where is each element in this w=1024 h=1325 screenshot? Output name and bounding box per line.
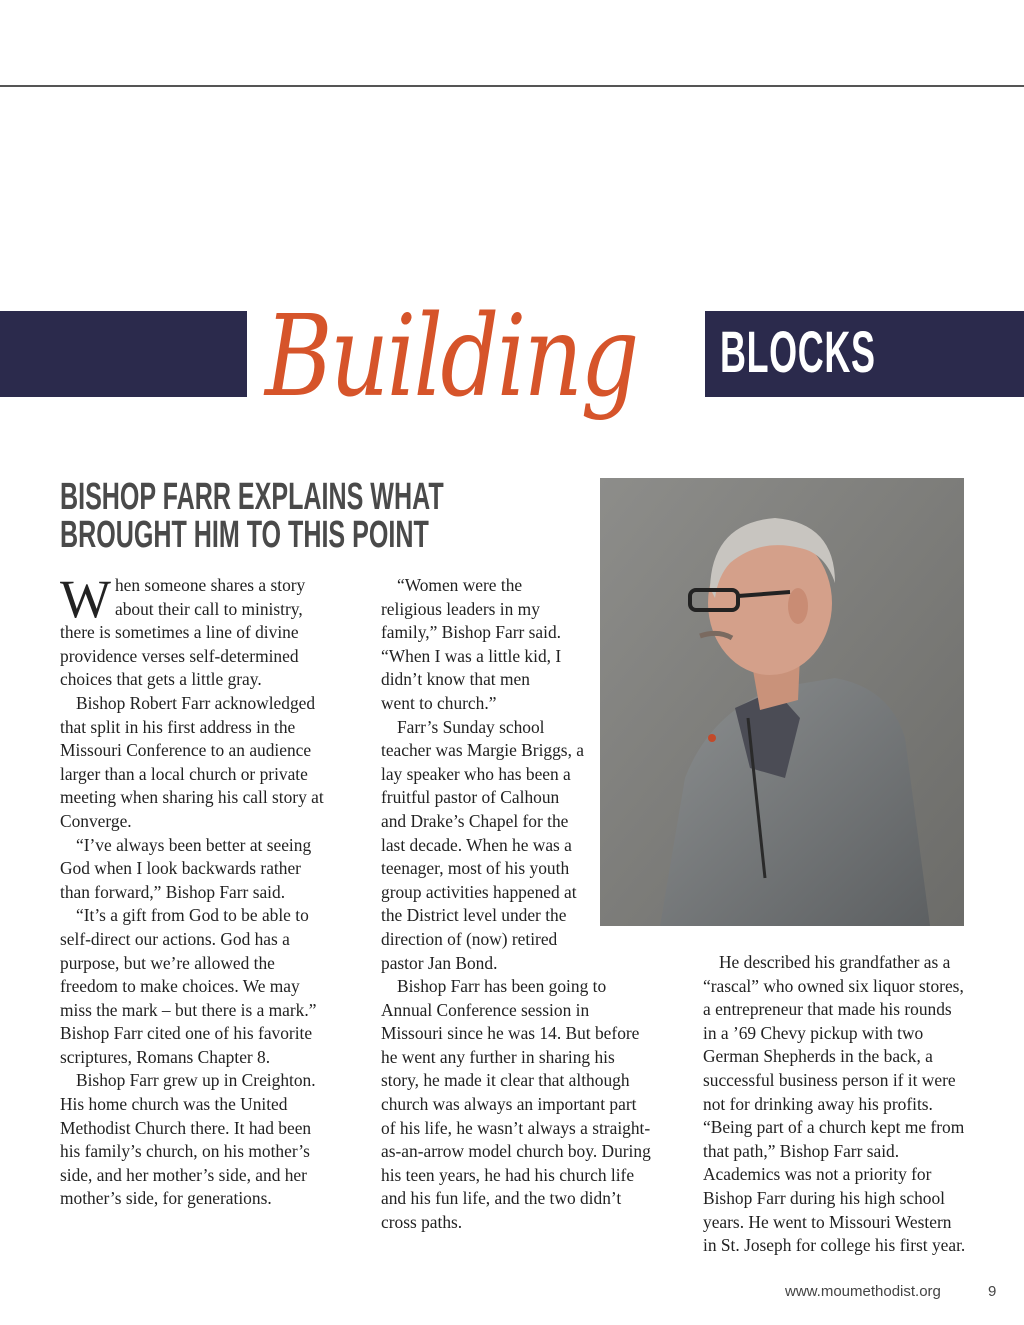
paragraph: “It’s a gift from God to be able to self-direct our actions. God has a purpose, but we’re allowed the freedom to make choices. We may miss the mark – but there is a mark.” Bishop Farr cited one of his favorite scriptures, Romans Chapter 8. (60, 905, 317, 1067)
paragraph: “I’ve always been better at seeing God when I look backwards rather than forward,” Bishop Farr said. (60, 834, 312, 902)
paragraph: Bishop Robert Farr acknowledged that split in his first address in the Missouri Conference to an audience larger than a local church or private meeting when sharing his call story at Converge. (60, 692, 324, 831)
title-script: Building (265, 292, 637, 422)
paragraph: “Women were the religious leaders in my family,” Bishop Farr said. “When I was a little kid, I didn’t know that men went to church.” (381, 575, 562, 713)
bishop-photo (600, 478, 964, 926)
drop-cap: W (60, 569, 111, 629)
subhead-line-1: BISHOP FARR EXPLAINS WHAT (60, 476, 444, 518)
paragraph-text: hen someone shares a story about their call to ministry, there is sometimes a line of divine providence verses self-determined choices that gets a little gray. (60, 575, 306, 690)
subhead-line-2: BROUGHT HIM TO THIS POINT (60, 514, 429, 556)
paragraph: He described his grandfather as a “rascal” who owned six liquor stores, a entrepreneur that made his rounds in a ’69 Chevy pickup with two German Shepherds in the back, a successful business person if it were not for drinking away his profits. “Being part of a church kept me from that path,” Bishop Farr said. Academics was not a priority for Bishop Farr during his high school years. He went to Missouri Western in St. Joseph for college his first year. (703, 952, 966, 1256)
paragraph: Bishop Farr grew up in Creighton. His home church was the United Methodist Church there. It had been his family’s church, on his mother’s side, and her mother’s side, and her mother’s side, for generations. (60, 1070, 316, 1209)
paragraph (60, 569, 335, 692)
article-column-1 (60, 569, 335, 1211)
page-number: 9 (988, 1283, 997, 1300)
footer-website-url[interactable]: www.moumethodist.org (785, 1283, 941, 1300)
paragraph: Bishop Farr has been going to Annual Conference session in Missouri since he was 14. But before he went any further in sharing his story, he made it clear that although church was always an important part of his life, he wasn’t always a straight-as-an-arrow model church boy. During his teen years, he had his church life and his fun life, and the two didn’t cross paths. (381, 976, 651, 1233)
title-blocks: BLOCKS (720, 320, 876, 385)
bishop-portrait-illustration (600, 478, 964, 926)
paragraph: Farr’s Sunday school teacher was Margie Briggs, a lay speaker who has been a fruitful pastor of Calhoun and Drake’s Chapel for the last decade. When he was a teenager, most of his youth group activities happened at the District level under the direction of (now) retired pastor Jan Bond. (381, 716, 584, 973)
article-column-3 (703, 951, 969, 1258)
article-subhead (60, 476, 444, 556)
title-band-left (0, 311, 247, 397)
top-rule (0, 85, 1024, 87)
